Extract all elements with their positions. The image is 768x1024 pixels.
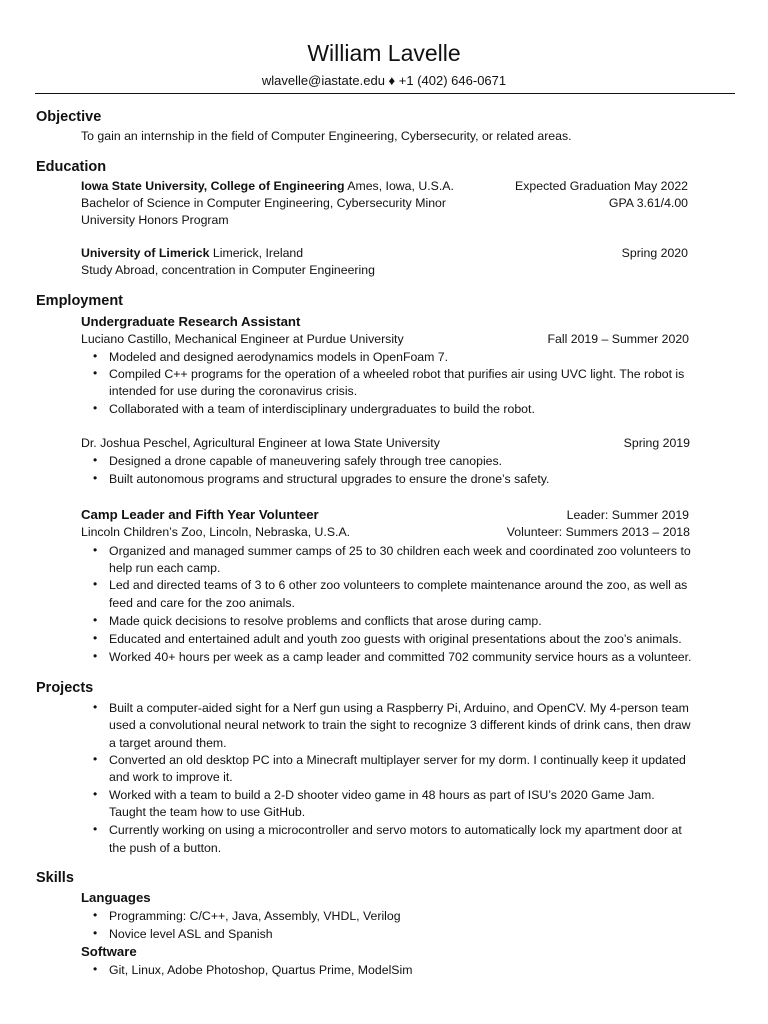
list-item [0,453,768,469]
isu-degree: Bachelor of Science in Computer Engineering, Cybersecurity Minor [81,196,446,210]
bullet-icon: • [93,613,98,627]
list-item-text-cont: and work to improve it. [109,770,233,784]
bullet-icon: • [93,471,98,485]
resume-name: William Lavelle [307,40,461,66]
skills-languages-heading: Languages [81,890,151,905]
isu-location: Ames, Iowa, U.S.A. [344,179,454,193]
list-item [0,349,768,365]
objective-text: To gain an internship in the field of Computer Engineering, Cybersecurity, or related areas. [81,129,572,143]
isu-school-name: Iowa State University, College of Engineering [81,179,345,193]
list-item-text-cont: the push of a button. [109,841,222,855]
list-item-text: Novice level ASL and Spanish [109,927,273,941]
list-item-text-cont: intended for use during the coronavirus crisis. [109,384,358,398]
list-item [0,962,768,978]
list-item-text: Built autonomous programs and structural upgrades to ensure the drone’s safety. [109,472,550,486]
camp-org: Lincoln Children’s Zoo, Lincoln, Nebraska, U.S.A. [81,525,351,539]
list-item-text: Currently working on using a microcontroller and servo motors to automatically lock my apartment door at [109,823,682,837]
list-item-text: Converted an old desktop PC into a Minecraft multiplayer server for my dorm. I continually keep it updated [109,753,686,767]
section-heading-skills: Skills [36,870,74,886]
list-item-text-cont: a target around them. [109,736,227,750]
bullet-icon: • [93,908,98,922]
list-item-text: Worked 40+ hours per week as a camp leader and committed 702 community service hours as a volunteer. [109,650,692,664]
list-item-text: Made quick decisions to resolve problems and conflicts that arose during camp. [109,614,542,628]
limerick-date: Spring 2020 [621,246,688,260]
list-item-text: Led and directed teams of 3 to 6 other zoo volunteers to complete maintenance around the zoo, as well as [109,578,688,592]
list-item [0,543,768,577]
limerick-school-line [81,245,303,261]
bullet-icon: • [93,401,98,415]
section-heading-projects: Projects [36,680,94,696]
section-heading-employment: Employment [36,293,124,309]
list-item-text: Designed a drone capable of maneuvering safely through tree canopies. [109,454,503,468]
peschel-org: Dr. Joshua Peschel, Agricultural Engineer at Iowa State University [81,436,440,450]
section-heading-education: Education [36,159,107,175]
list-item-text: Educated and entertained adult and youth zoo guests with original presentations about the zoo’s animals. [109,632,682,646]
bullet-icon: • [93,577,98,591]
limerick-school-name: University of Limerick [81,246,210,260]
bullet-icon: • [93,453,98,467]
list-item [0,366,768,400]
bullet-icon: • [93,631,98,645]
limerick-location: Limerick, Ireland [209,246,304,260]
bullet-icon: • [93,700,98,714]
list-item [0,752,768,786]
bullet-icon: • [93,926,98,940]
isu-school-line [81,178,454,194]
header-divider [35,93,735,94]
list-item [0,471,768,487]
list-item-text: Organized and managed summer camps of 25 to 30 children each week and coordinated zoo volunteers to [109,544,691,558]
bullet-icon: • [93,787,98,801]
bullet-icon: • [93,752,98,766]
bullet-icon: • [93,366,98,380]
list-item-text: Compiled C++ programs for the operation of a wheeled robot that purifies air using UVC light. The robot is [109,367,685,381]
list-item-text-cont: feed and care for the zoo animals. [109,596,295,610]
list-item [0,613,768,629]
list-item-text: Git, Linux, Adobe Photoshop, Quartus Prime, ModelSim [109,963,413,977]
bullet-icon: • [93,543,98,557]
list-item-text: Modeled and designed aerodynamics models in OpenFoam 7. [109,350,449,364]
list-item [0,787,768,821]
bullet-icon: • [93,349,98,363]
list-item-text-cont: Taught the team how to use GitHub. [109,805,306,819]
camp-volunteer-date: Volunteer: Summers 2013 – 2018 [506,525,690,539]
list-item [0,577,768,611]
isu-honors: University Honors Program [81,213,229,227]
skills-software-heading: Software [81,944,137,959]
isu-gpa: GPA 3.61/4.00 [608,196,688,210]
list-item [0,822,768,856]
list-item-text-cont: help run each camp. [109,561,221,575]
camp-leader-date: Leader: Summer 2019 [566,508,689,522]
list-item [0,700,768,752]
list-item [0,631,768,647]
bullet-icon: • [93,649,98,663]
bullet-icon: • [93,962,98,976]
isu-date: Expected Graduation May 2022 [515,179,688,193]
peschel-date: Spring 2019 [623,436,690,450]
list-item-text: Collaborated with a team of interdisciplinary undergraduates to build the robot. [109,402,535,416]
section-heading-objective: Objective [36,109,102,125]
bullet-icon: • [93,822,98,836]
job-title-research: Undergraduate Research Assistant [81,314,301,329]
list-item-text: Programming: C/C++, Java, Assembly, VHDL, Verilog [109,909,401,923]
limerick-detail: Study Abroad, concentration in Computer Engineering [81,263,375,277]
job-title-camp: Camp Leader and Fifth Year Volunteer [81,507,319,522]
purdue-org: Luciano Castillo, Mechanical Engineer at Purdue University [81,332,404,346]
list-item [0,401,768,417]
list-item-text: Worked with a team to build a 2-D shooter video game in 48 hours as part of ISU’s 2020 Game Jam. [109,788,655,802]
list-item-text-cont: used a convolutional neural network to train the sight to recognize 3 different kinds of drink cans, then draw [109,718,691,732]
contact-line: wlavelle@iastate.edu ♦ +1 (402) 646-0671 [261,73,507,88]
list-item-text: Built a computer-aided sight for a Nerf gun using a Raspberry Pi, Arduino, and OpenCV. My 4-person team [109,701,689,715]
list-item [0,926,768,942]
list-item [0,649,768,665]
list-item [0,908,768,924]
purdue-date: Fall 2019 – Summer 2020 [547,332,689,346]
